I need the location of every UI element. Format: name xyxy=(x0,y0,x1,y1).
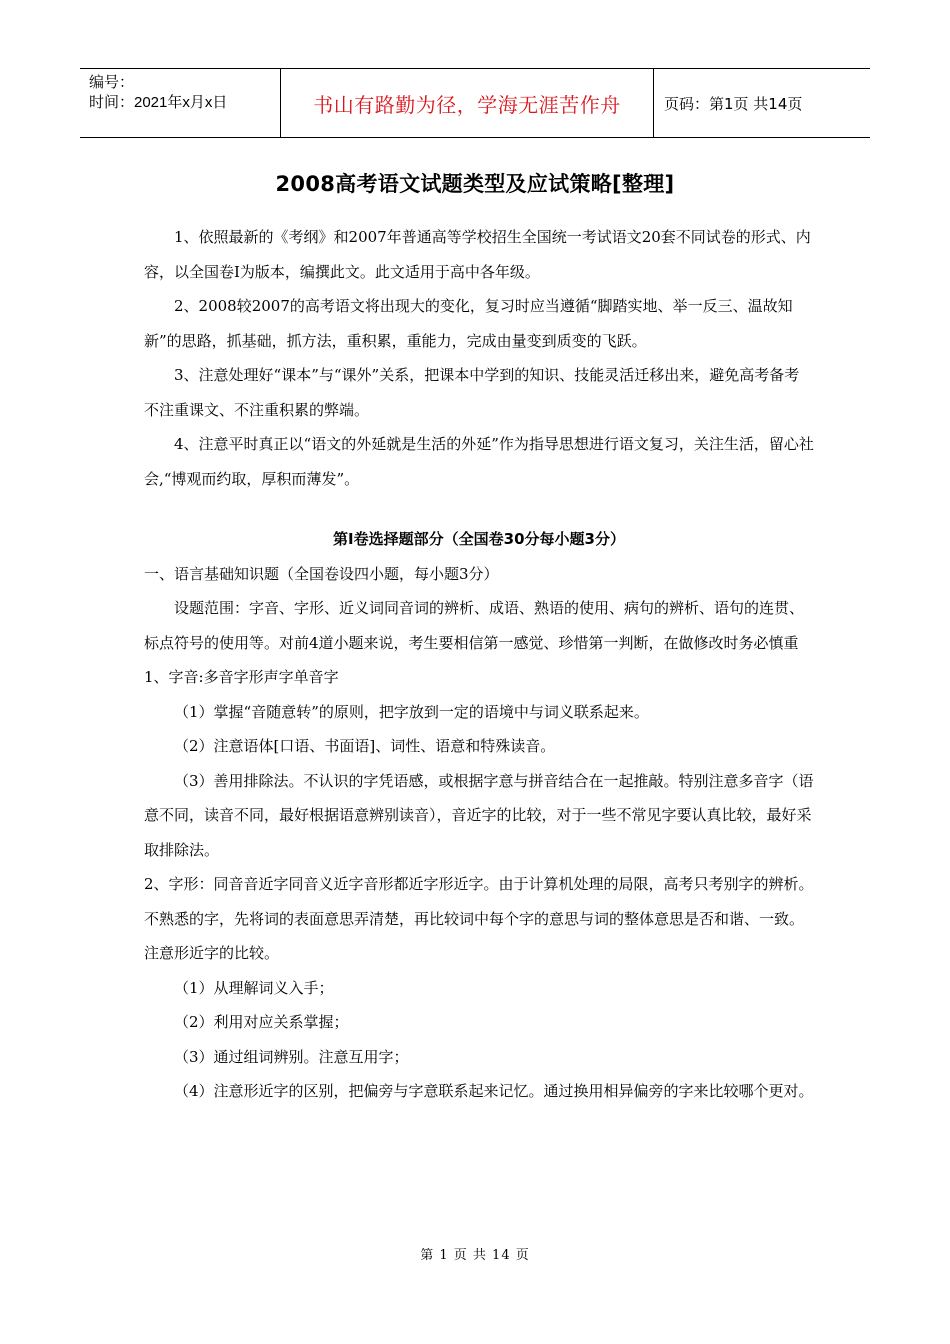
item2-title: 2、字形：同音音近字同音义近字音形都近字形近字。由于计算机处理的局限，高考只考别字的辨析。不熟悉的字，先将词的表面意思弄清楚，再比较词中每个字的意思与词的整体意思是否和谐、一致。注意形近字的比较。 xyxy=(144,875,814,962)
intro-paragraph-1: 1、依照最新的《考纲》和2007年普通高等学校招生全国统一考试语文20套不同试卷的形式、内容，以全国卷Ⅰ为版本，编撰此文。此文适用于高中各年级。 xyxy=(144,228,811,281)
header-time-label: 时间：2021年x月x日 xyxy=(89,94,228,111)
scope-paragraph: 设题范围：字音、字形、近义词同音词的辨析、成语、熟语的使用、病句的辨析、语句的连贯、标点符号的使用等。对前4道小题来说，考生要相信第一感觉、珍惜第一判断，在做修改时务必慎重 xyxy=(144,599,805,652)
header-page-info: 页码：第1页 共14页 xyxy=(664,94,803,113)
item2-point-3: （3）通过组词辨别。注意互用字； xyxy=(174,1047,409,1066)
item1-point-2: （2）注意语体[口语、书面语]、词性、语意和特殊读音。 xyxy=(174,737,556,755)
header-motto: 书山有路勤为径，学海无涯苦作舟 xyxy=(281,69,654,137)
page-footer: 第 1 页 共 14 页 xyxy=(420,1248,530,1263)
document-header-table xyxy=(80,68,870,138)
header-number-label: 编号： xyxy=(89,74,135,91)
item2-point-2: （2）利用对应关系掌握； xyxy=(174,1013,349,1031)
intro-paragraph-4: 4、注意平时真正以“语文的外延就是生活的外延”作为指导思想进行语文复习，关注生活，留心社会,“博观而约取，厚积而薄发”。 xyxy=(144,435,814,488)
item1-title: 1、字音:多音字形声字单音字 xyxy=(144,668,339,686)
intro-paragraph-2: 2、2008较2007的高考语文将出现大的变化，复习时应当遵循“脚踏实地、举一反三、温故知新”的思路，抓基础，抓方法，重积累，重能力，完成由量变到质变的飞跃。 xyxy=(144,297,793,350)
item2-point-1: （1）从理解词义入手； xyxy=(174,978,334,997)
item1-point-1: （1）掌握“音随意转”的原则，把字放到一定的语境中与词义联系起来。 xyxy=(174,702,649,721)
section-heading: 第Ⅰ卷选择题部分（全国卷30分每小题3分） xyxy=(333,530,625,548)
header-meta-cell xyxy=(80,69,281,137)
document-title: 2008高考语文试题类型及应试策略[整理] xyxy=(275,172,675,196)
item1-point-3: （3）善用排除法。不认识的字凭语感，或根据字意与拼音结合在一起推敲。特别注意多音字（语意不同，读音不同，最好根据语意辨别读音），音近字的比较，对于一些不常见字要认真比较，最好采取排除法。 xyxy=(144,771,814,859)
part-one-heading: 一、语言基础知识题（全国卷设四小题，每小题3分） xyxy=(144,564,499,583)
intro-paragraph-3: 3、注意处理好“课本”与“课外”关系，把课本中学到的知识、技能灵活迁移出来，避免高考备考不注重课文、不注重积累的弊端。 xyxy=(144,366,800,419)
document-body xyxy=(144,220,814,1109)
item2-point-4: （4）注意形近字的区别，把偏旁与字意联系起来记忆。通过换用相异偏旁的字来比较哪个更对。 xyxy=(174,1082,814,1100)
section-gap xyxy=(144,496,814,522)
